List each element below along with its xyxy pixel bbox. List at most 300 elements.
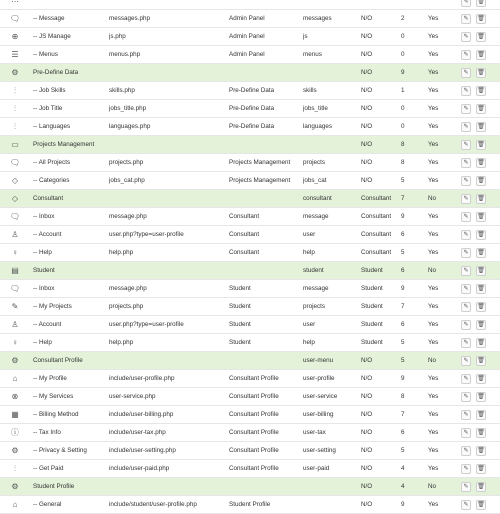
message-icon: 🗨 (9, 158, 21, 167)
menu-panel (229, 190, 303, 207)
menu-name: -- Job Skills (33, 87, 66, 94)
gear-icon: ⚙ (11, 446, 19, 455)
menu-active: Yes (428, 177, 439, 184)
menu-name: -- Message (33, 15, 65, 22)
group-row (0, 64, 500, 82)
menu-name: Student Profile (33, 483, 75, 490)
menu-order: 7 (401, 411, 405, 418)
delete-button[interactable]: 🗑 (477, 466, 485, 472)
menu-role: N/O (361, 483, 373, 490)
menu-slug: projects (303, 303, 326, 310)
menu-name: -- Inbox (33, 285, 55, 292)
menu-order: 8 (401, 141, 405, 148)
table-row-partial-top (0, 0, 500, 10)
menu-order: 6 (401, 231, 405, 238)
list-icon: ⋯ (11, 0, 19, 6)
delete-button[interactable]: 🗑 (477, 178, 485, 184)
sliders-icon: ⫶ (14, 464, 16, 473)
menu-slug: help (303, 339, 315, 346)
menu-panel: Consultant Profile (229, 411, 279, 418)
globe-icon: ⊕ (11, 32, 19, 41)
group-row (0, 478, 500, 496)
list-icon: ☰ (11, 50, 19, 59)
message-icon: 🗨 (9, 14, 21, 23)
menu-order: 5 (401, 249, 405, 256)
delete-button[interactable]: 🗑 (477, 394, 485, 400)
table-row (0, 82, 500, 100)
menu-order: 6 (401, 267, 405, 274)
menu-role: N/O (361, 447, 373, 454)
menu-panel (229, 262, 303, 279)
table-row (0, 226, 500, 244)
menu-slug: languages (303, 123, 333, 130)
menu-active: Yes (428, 15, 439, 22)
menu-slug: user (303, 231, 316, 238)
edit-button[interactable]: ✎ (461, 428, 471, 438)
menu-panel: Projects Management (229, 159, 291, 166)
delete-button[interactable]: 🗑 (477, 484, 485, 490)
menu-role: N/O (361, 51, 373, 58)
message-icon: 🗨 (9, 212, 21, 221)
menu-role: Consultant (361, 231, 392, 238)
menu-panel: Student (229, 321, 251, 328)
table-row (0, 460, 500, 478)
menu-slug: consultant (303, 195, 332, 202)
menu-order: 0 (401, 123, 405, 130)
gear-icon: ⚙ (11, 482, 19, 491)
delete-button[interactable]: 🗑 (477, 232, 485, 238)
menu-active: No (428, 195, 437, 202)
edit-button[interactable]: ✎ (461, 194, 471, 204)
menu-active: No (428, 483, 437, 490)
menu-name: -- Help (33, 249, 52, 256)
menu-slug: skills (303, 87, 317, 94)
menu-file: user.php?type=user-profile (109, 321, 184, 328)
menu-slug: messages (303, 15, 332, 22)
menu-active: Yes (428, 429, 439, 436)
menu-order: 0 (401, 105, 405, 112)
menu-slug (303, 478, 361, 495)
menu-active: Yes (428, 339, 439, 346)
delete-button[interactable]: 🗑 (477, 448, 485, 454)
menu-slug: user-paid (303, 465, 330, 472)
billing-icon: ▦ (11, 410, 19, 419)
menu-name: -- Get Paid (33, 465, 64, 472)
menu-active: Yes (428, 447, 439, 454)
menu-active: Yes (428, 303, 439, 310)
menu-slug: menus (303, 51, 322, 58)
menu-panel: Student (229, 339, 251, 346)
delete-button[interactable]: 🗑 (477, 322, 485, 328)
delete-button[interactable]: 🗑 (477, 88, 485, 94)
menu-order: 6 (401, 321, 405, 328)
menu-active: Yes (428, 321, 439, 328)
edit-button[interactable]: ✎ (461, 266, 471, 276)
menu-name: Pre-Define Data (33, 69, 79, 76)
menu-role: Consultant (361, 249, 392, 256)
menu-active: Yes (428, 375, 439, 382)
lightbulb-icon: ♀ (12, 248, 18, 257)
menu-name: -- Billing Method (33, 411, 79, 418)
sliders-icon: ⫶ (14, 122, 16, 131)
menu-name: -- Menus (33, 51, 58, 58)
table-row (0, 370, 500, 388)
menu-file: message.php (109, 213, 147, 220)
menu-name: -- My Services (33, 393, 74, 400)
edit-button[interactable]: ✎ (461, 176, 471, 186)
menu-panel: Admin Panel (229, 33, 265, 40)
menu-order: 8 (401, 393, 405, 400)
menu-order: 5 (401, 177, 405, 184)
menu-panel: Consultant (229, 213, 260, 220)
menu-role: N/O (361, 159, 373, 166)
menu-role: N/O (361, 429, 373, 436)
delete-button[interactable]: 🗑 (477, 106, 485, 112)
edit-button[interactable]: ✎ (461, 86, 471, 96)
table-row (0, 334, 500, 352)
edit-button[interactable]: ✎ (461, 50, 471, 60)
menu-active: No (428, 357, 437, 364)
menu-file (109, 136, 227, 153)
edit-button[interactable]: ✎ (461, 140, 471, 150)
table-row (0, 208, 500, 226)
menu-order: 2 (401, 15, 405, 22)
menu-active: Yes (428, 285, 439, 292)
menu-panel: Consultant Profile (229, 375, 279, 382)
menu-file: jobs_title.php (109, 105, 147, 112)
delete-button[interactable]: 🗑 (477, 160, 485, 166)
menu-slug: user-service (303, 393, 338, 400)
menu-order: 8 (401, 159, 405, 166)
menu-file: include/user-tax.php (109, 429, 166, 436)
menu-slug: jobs_title (303, 105, 328, 112)
menu-role: N/O (361, 357, 373, 364)
menu-slug: jobs_cat (303, 177, 327, 184)
menu-role: N/O (361, 105, 373, 112)
menu-role: Student (361, 285, 383, 292)
menu-role: N/O (361, 393, 373, 400)
edit-button[interactable]: ✎ (461, 302, 471, 312)
menu-active: Yes (428, 105, 439, 112)
edit-button[interactable]: ✎ (461, 14, 471, 24)
table-row (0, 442, 500, 460)
menu-panel: Admin Panel (229, 15, 265, 22)
delete-button[interactable]: 🗑 (477, 196, 485, 202)
menu-slug (303, 496, 361, 513)
menu-active: Yes (428, 69, 439, 76)
delete-button[interactable]: 🗑 (477, 250, 485, 256)
menu-name: -- Job Title (33, 105, 63, 112)
menu-order: 4 (401, 465, 405, 472)
menu-name: -- General (33, 501, 62, 508)
menu-order: 9 (401, 285, 405, 292)
menu-name: -- Languages (33, 123, 71, 130)
menu-slug: user-setting (303, 447, 336, 454)
menu-active: Yes (428, 393, 439, 400)
menu-name: -- JS Manage (33, 33, 71, 40)
table-row (0, 280, 500, 298)
menu-name: -- Account (33, 231, 62, 238)
menu-active: Yes (428, 465, 439, 472)
edit-button[interactable]: ✎ (461, 320, 471, 330)
delete-button[interactable]: 🗑 (477, 358, 485, 364)
table-row (0, 172, 500, 190)
menu-panel (229, 64, 303, 81)
menu-active: Yes (428, 141, 439, 148)
menu-order: 7 (401, 195, 405, 202)
menu-panel: Pre-Define Data (229, 87, 275, 94)
menu-slug: student (303, 267, 324, 274)
menu-file: projects.php (109, 159, 144, 166)
menu-role: N/O (361, 15, 373, 22)
menu-panel: Pre-Define Data (229, 105, 275, 112)
menu-file: help.php (109, 339, 134, 346)
menu-name: Consultant Profile (33, 357, 83, 364)
edit-button[interactable]: ✎ (461, 410, 471, 420)
menu-role: Student (361, 267, 383, 274)
menu-active: Yes (428, 159, 439, 166)
table-row (0, 28, 500, 46)
tag-icon: ◇ (11, 176, 19, 185)
menu-file: include/user-billing.php (109, 411, 174, 418)
menu-role: Student (361, 321, 383, 328)
edit-button[interactable]: ✎ (461, 284, 471, 294)
menu-order: 5 (401, 357, 405, 364)
edit-icon: ✎ (11, 302, 19, 311)
edit-button[interactable]: ✎ (461, 338, 471, 348)
menu-file (109, 262, 227, 279)
menu-order: 4 (401, 483, 405, 490)
menu-role: Student (361, 303, 383, 310)
group-row (0, 136, 500, 154)
menu-slug (303, 64, 361, 81)
menu-role: Consultant (361, 195, 392, 202)
menu-role: N/O (361, 501, 373, 508)
menu-name: -- Tax Info (33, 429, 61, 436)
edit-button[interactable]: ✎ (461, 248, 471, 258)
table-row (0, 46, 500, 64)
menu-panel: Projects Management (229, 177, 291, 184)
menu-name: Student (33, 267, 55, 274)
menu-file: languages.php (109, 123, 151, 130)
group-row (0, 190, 500, 208)
menu-slug: projects (303, 159, 326, 166)
delete-button[interactable]: 🗑 (477, 214, 485, 220)
menu-slug: message (303, 213, 329, 220)
menu-name: -- Help (33, 339, 52, 346)
edit-button[interactable]: ✎ (461, 500, 471, 510)
edit-button[interactable]: ✎ (461, 482, 471, 492)
group-row (0, 352, 500, 370)
menu-slug: user (303, 321, 316, 328)
menu-slug: message (303, 285, 329, 292)
menu-name: Consultant (33, 195, 64, 202)
message-icon: 🗨 (9, 284, 21, 293)
table-row (0, 406, 500, 424)
menu-active: Yes (428, 411, 439, 418)
table-row (0, 316, 500, 334)
delete-button[interactable]: 🗑 (477, 52, 485, 58)
edit-button[interactable]: ✎ (461, 122, 471, 132)
menu-file: menus.php (109, 51, 141, 58)
edit-button[interactable]: ✎ (461, 374, 471, 384)
menu-slug: user-menu (303, 357, 334, 364)
menu-file: include/user-setting.php (109, 447, 176, 454)
menu-name: -- Account (33, 321, 62, 328)
home-icon: ⌂ (12, 374, 18, 383)
menu-panel: Consultant Profile (229, 393, 279, 400)
edit-button[interactable]: ✎ (461, 464, 471, 474)
menu-slug: help (303, 249, 315, 256)
delete-button[interactable]: 🗑 (477, 412, 485, 418)
book-icon: ▤ (11, 266, 19, 275)
delete-button[interactable]: 🗑 (477, 16, 485, 22)
menu-file: message.php (109, 285, 147, 292)
menu-order: 1 (401, 87, 405, 94)
delete-button[interactable]: 🗑 (477, 502, 485, 508)
edit-button[interactable]: ✎ (461, 230, 471, 240)
menu-role: N/O (361, 141, 373, 148)
menu-order: 9 (401, 375, 405, 382)
menu-role: N/O (361, 375, 373, 382)
menu-order: 5 (401, 339, 405, 346)
group-row (0, 262, 500, 280)
menu-order: 5 (401, 447, 405, 454)
table-row (0, 424, 500, 442)
delete-button[interactable]: 🗑 (477, 304, 485, 310)
table-row (0, 10, 500, 28)
services-icon: ⊗ (11, 392, 19, 401)
delete-button[interactable]: 🗑 (477, 124, 485, 130)
menu-order: 9 (401, 69, 405, 76)
menu-file: projects.php (109, 303, 144, 310)
edit-button[interactable]: ✎ (461, 32, 471, 42)
table-row (0, 298, 500, 316)
delete-button[interactable]: 🗑 (477, 340, 485, 346)
menu-active: Yes (428, 249, 439, 256)
table-row (0, 100, 500, 118)
menu-file (109, 190, 227, 207)
menu-file (109, 478, 227, 495)
menu-active: Yes (428, 123, 439, 130)
menu-slug: user-profile (303, 375, 335, 382)
gear-icon: ⚙ (11, 356, 19, 365)
menu-panel (229, 136, 303, 153)
menu-role: N/O (361, 123, 373, 130)
menu-order: 7 (401, 303, 405, 310)
table-row (0, 388, 500, 406)
menu-name: -- My Profile (33, 375, 67, 382)
delete-button[interactable]: 🗑 (477, 430, 485, 436)
menu-slug: user-tax (303, 429, 326, 436)
menu-name: -- Categories (33, 177, 70, 184)
menu-panel: Consultant Profile (229, 429, 279, 436)
menu-slug: js (303, 33, 308, 40)
delete-button[interactable]: 🗑 (477, 70, 485, 76)
home-icon: ⌂ (12, 500, 18, 509)
sliders-icon: ⫶ (14, 86, 16, 95)
folder-icon: ▭ (11, 140, 19, 149)
menu-file (109, 352, 227, 369)
menu-active: Yes (428, 501, 439, 508)
menu-role: N/O (361, 69, 373, 76)
menu-file: include/student/user-profile.php (109, 501, 197, 508)
menu-role: N/O (361, 177, 373, 184)
menu-active: Yes (428, 231, 439, 238)
menu-panel: Consultant (229, 249, 260, 256)
menu-role: N/O (361, 87, 373, 94)
menu-active: Yes (428, 87, 439, 94)
menu-role: Student (361, 339, 383, 346)
menu-file: messages.php (109, 15, 150, 22)
edit-button[interactable]: ✎ (461, 212, 471, 222)
sliders-icon: ⫶ (14, 104, 16, 113)
menu-order: 9 (401, 501, 405, 508)
menu-panel: Student Profile (229, 501, 271, 508)
menu-panel: Student (229, 285, 251, 292)
menu-panel: Pre-Define Data (229, 123, 275, 130)
menu-active: Yes (428, 33, 439, 40)
info-icon: ⓘ (11, 428, 19, 437)
menu-file: include/user-paid.php (109, 465, 170, 472)
delete-button[interactable]: 🗑 (477, 286, 485, 292)
edit-button[interactable]: ✎ (461, 68, 471, 78)
lightbulb-icon: ♀ (12, 338, 18, 347)
menu-panel (229, 352, 303, 369)
edit-button[interactable]: ✎ (461, 104, 471, 114)
tag-icon: ◇ (11, 194, 19, 203)
menu-file: help.php (109, 249, 134, 256)
edit-button[interactable]: ✎ (461, 0, 471, 7)
menu-file: user-service.php (109, 393, 156, 400)
edit-button[interactable]: ✎ (461, 392, 471, 402)
menu-role: N/O (361, 411, 373, 418)
menu-file (109, 64, 227, 81)
edit-button[interactable]: ✎ (461, 356, 471, 366)
menu-name: -- My Projects (33, 303, 72, 310)
menu-role: N/O (361, 33, 373, 40)
menu-order: 6 (401, 429, 405, 436)
edit-button[interactable]: ✎ (461, 446, 471, 456)
table-row (0, 118, 500, 136)
menu-panel: Consultant Profile (229, 465, 279, 472)
menu-order: 9 (401, 213, 405, 220)
edit-button[interactable]: ✎ (461, 158, 471, 168)
delete-button[interactable]: 🗑 (477, 268, 485, 274)
menu-active: Yes (428, 213, 439, 220)
menu-panel (229, 478, 303, 495)
table-row (0, 154, 500, 172)
delete-button[interactable]: 🗑 (477, 142, 485, 148)
menu-file: jobs_cat.php (109, 177, 145, 184)
delete-button[interactable]: 🗑 (477, 376, 485, 382)
menu-role: N/O (361, 465, 373, 472)
menu-name: Projects Management (33, 141, 95, 148)
delete-button[interactable]: 🗑 (477, 34, 485, 40)
delete-button[interactable]: 🗑 (476, 0, 486, 7)
menu-order: 0 (401, 51, 405, 58)
user-icon: ♙ (11, 230, 19, 239)
menu-slug (303, 136, 361, 153)
menu-file: user.php?type=user-profile (109, 231, 184, 238)
gear-icon: ⚙ (11, 68, 19, 77)
menu-active: No (428, 267, 437, 274)
menu-panel: Consultant Profile (229, 447, 279, 454)
menu-slug: user-billing (303, 411, 334, 418)
menu-name: -- Privacy & Setting (33, 447, 87, 454)
menu-file: js.php (109, 33, 126, 40)
menu-active: Yes (428, 51, 439, 58)
